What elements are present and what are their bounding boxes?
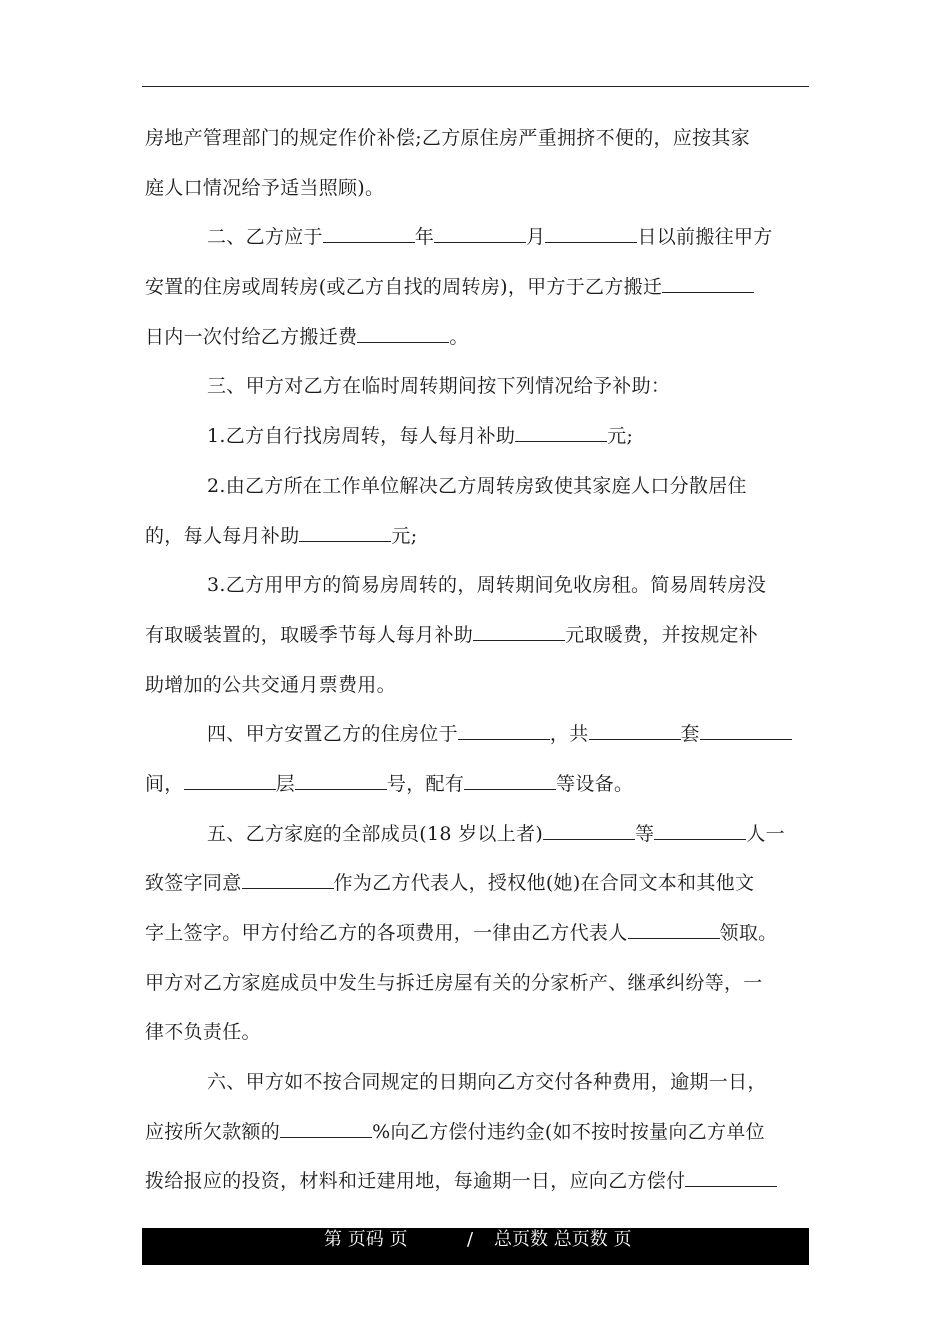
text-segment: 套 [680, 723, 700, 746]
text-line [145, 412, 809, 462]
text-line [145, 114, 809, 164]
text-segment: 层 [275, 772, 295, 795]
text-line [145, 512, 809, 562]
total-pages-label: 总页数 总页数 页 [494, 1229, 632, 1250]
text-line [145, 561, 809, 611]
text-line [145, 263, 809, 313]
fill-in-blank[interactable] [357, 328, 449, 343]
text-segment: 庭人口情况给予适当照顾)。 [145, 176, 385, 199]
text-line [145, 760, 809, 810]
text-segment: 。 [449, 325, 469, 348]
text-segment: 的，每人每月补助 [145, 524, 300, 547]
fill-in-blank[interactable] [280, 1123, 372, 1138]
text-segment: 助增加的公共交通月票费用。 [145, 673, 396, 696]
fill-in-blank[interactable] [242, 874, 334, 889]
text-segment: 房地产管理部门的规定作价补偿;乙方原住房严重拥挤不便的，应按其家 [145, 127, 751, 149]
text-segment: 六、甲方如不按合同规定的日期向乙方交付各种费用，逾期一日， [207, 1071, 767, 1094]
text-line [145, 1058, 809, 1108]
text-segment: 领取。 [719, 922, 778, 944]
text-segment: 2.由乙方所在工作单位解决乙方周转房致使其家庭人口分散居住 [207, 474, 747, 497]
text-segment: 三、甲方对乙方在临时周转期间按下列情况给予补助： [207, 375, 671, 398]
text-segment: 致签字同意 [145, 872, 242, 895]
fill-in-blank[interactable] [628, 924, 720, 939]
text-segment: 3.乙方用甲方的简易房周转的，周转期间免收房租。简易周转房没 [207, 574, 767, 597]
text-segment: 二、乙方应于 [207, 226, 323, 249]
text-segment: 月 [526, 226, 546, 249]
page-number-label: 第 页码 页 [324, 1229, 408, 1250]
fill-in-blank[interactable] [323, 228, 415, 243]
fill-in-blank[interactable] [662, 278, 754, 293]
text-line [145, 164, 809, 214]
text-segment: 元; [391, 524, 418, 547]
text-segment: 人一 [746, 822, 785, 845]
text-segment: 安置的住房或周转房(或乙方自找的周转房)，甲方于乙方搬迁 [145, 276, 663, 299]
text-segment: 元取暖费，并按规定补 [565, 623, 759, 646]
text-segment: 应按所欠款额的 [145, 1120, 281, 1143]
fill-in-blank[interactable] [295, 775, 387, 790]
text-line [145, 909, 809, 959]
text-line [145, 661, 809, 711]
text-line [145, 1108, 809, 1158]
text-line [145, 859, 809, 909]
contract-body [145, 114, 809, 1207]
text-line [145, 611, 809, 661]
text-line [145, 313, 809, 363]
text-segment: 等 [635, 822, 655, 845]
fill-in-blank[interactable] [464, 775, 556, 790]
text-segment: 字上签字。甲方付给乙方的各项费用，一律由乙方代表人 [145, 922, 628, 944]
header-rule [142, 86, 809, 87]
text-line [145, 959, 809, 1009]
fill-in-blank[interactable] [545, 228, 637, 243]
text-segment: 五、乙方家庭的全部成员(18 岁以上者) [207, 822, 544, 845]
text-segment: 拨给报应的投资，材料和迁建用地，每逾期一日，应向乙方偿付 [145, 1170, 686, 1193]
text-line [145, 1008, 809, 1058]
text-line [145, 362, 809, 412]
text-segment: %向乙方偿付违约金(如不按时按量向乙方单位 [372, 1120, 765, 1143]
text-segment: ，共 [549, 723, 589, 746]
fill-in-blank[interactable] [543, 825, 635, 840]
page-separator: / [467, 1229, 474, 1250]
text-segment: 四、甲方安置乙方的住房位于 [207, 723, 458, 746]
fill-in-blank[interactable] [589, 725, 681, 740]
fill-in-blank[interactable] [434, 228, 526, 243]
text-segment: 1.乙方自行找房周转，每人每月补助 [207, 425, 516, 448]
text-segment: 元; [607, 425, 634, 448]
text-segment: 律不负责任。 [145, 1021, 261, 1044]
fill-in-blank[interactable] [458, 725, 550, 740]
text-segment: 甲方对乙方家庭成员中发生与拆迁房屋有关的分家析产、继承纠纷等，一 [145, 971, 763, 994]
text-line [145, 710, 809, 760]
text-segment: 日以前搬往甲方 [637, 226, 773, 249]
text-line [145, 213, 809, 263]
text-segment: 年 [414, 226, 435, 249]
fill-in-blank[interactable] [654, 825, 746, 840]
text-segment: 等设备。 [556, 772, 634, 795]
text-segment: 间， [145, 772, 184, 795]
text-line [145, 1157, 809, 1207]
text-line [145, 462, 809, 512]
page-footer [142, 1228, 809, 1265]
text-segment: 日内一次付给乙方搬迁费 [145, 325, 358, 348]
text-segment: 有取暖装置的，取暖季节每人每月补助 [145, 623, 474, 646]
text-segment: 作为乙方代表人，授权他(她)在合同文本和其他文 [333, 872, 755, 895]
text-segment: 号，配有 [386, 772, 465, 795]
fill-in-blank[interactable] [515, 427, 607, 442]
fill-in-blank[interactable] [473, 626, 565, 641]
fill-in-blank[interactable] [184, 775, 276, 790]
fill-in-blank[interactable] [700, 725, 792, 740]
text-line [145, 810, 809, 860]
fill-in-blank[interactable] [685, 1172, 777, 1187]
fill-in-blank[interactable] [299, 527, 391, 542]
